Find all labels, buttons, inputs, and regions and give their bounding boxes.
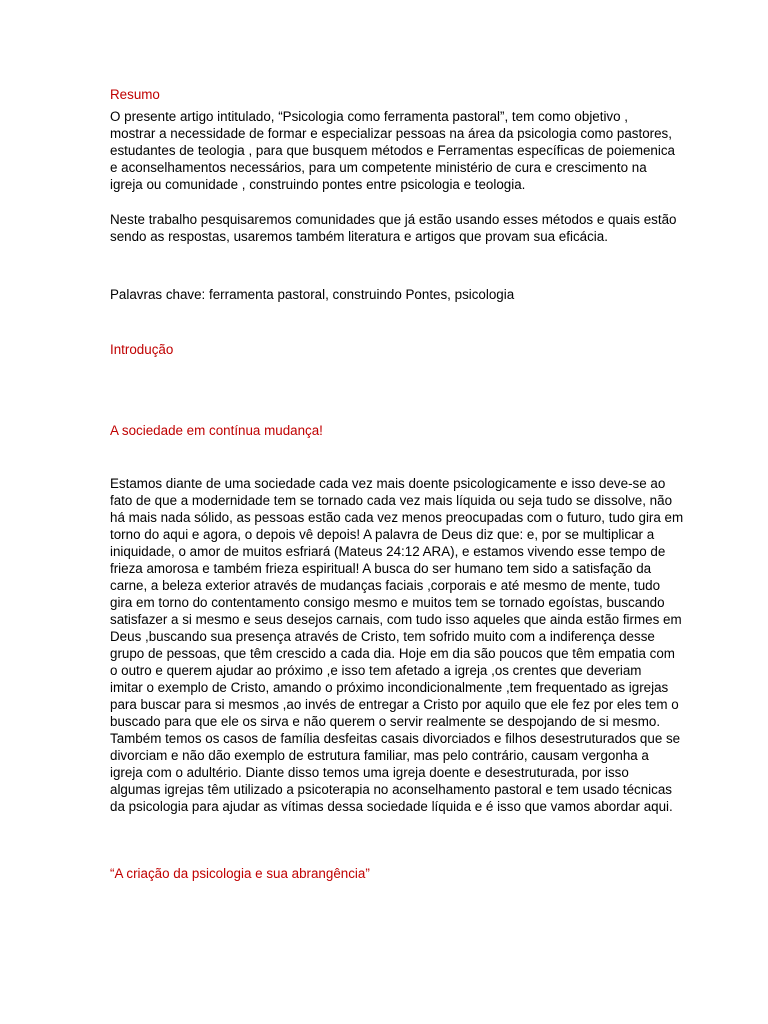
introducao-heading: Introdução: [110, 342, 174, 357]
text-line: há mais nada sólido, as pessoas estão cada vez menos preocupadas com o futuro, tudo gira em: [110, 510, 684, 525]
text-line: torno do aqui e agora, o depois vê depois! A palavra de Deus diz que: e, por se multiplicar a: [110, 527, 655, 542]
text-line: Também temos os casos de família desfeitas casais divorciados e filhos desestruturados que se: [110, 731, 681, 746]
resumo-paragraph-2: [110, 211, 677, 245]
text-line: frieza amorosa e também frieza espiritual! A busca do ser humano tem sido a satisfação da: [110, 561, 652, 576]
keywords-line: Palavras chave: ferramenta pastoral, construindo Pontes, psicologia: [110, 287, 515, 302]
text-line: Neste trabalho pesquisaremos comunidades que já estão usando esses métodos e quais estão: [110, 212, 677, 227]
text-line: igreja com o adultério. Diante disso temos uma igreja doente e desestruturada, por isso: [110, 765, 629, 780]
text-line: fato de que a modernidade tem se tornado cada vez mais líquida ou seja tudo se dissolve, não: [110, 493, 673, 508]
text-line: O presente artigo intitulado, “Psicologia como ferramenta pastoral”, tem como objetivo ,: [110, 109, 629, 124]
text-line: gira em torno do contentamento consigo mesmo e muitos tem se tornado egoístas, buscando: [110, 595, 665, 610]
text-line: da psicologia para ajudar as vítimas dessa sociedade líquida e é isso que vamos abordar aqui.: [110, 799, 673, 814]
text-line: Deus ,buscando sua presença através de Cristo, tem sofrido muito com a indiferença desse: [110, 629, 655, 644]
text-line: iniquidade, o amor de muitos esfriará (Mateus 24:12 ARA), e estamos vivendo esse tempo de: [110, 544, 666, 559]
text-line: igreja ou comunidade , construindo pontes entre psicologia e teologia.: [110, 177, 526, 192]
text-line: satisfazer a si mesmo e seus desejos carnais, com tudo isso aqueles que ainda estão firmes em: [110, 612, 682, 627]
text-line: e aconselhamentos necessários, para um competente ministério de cura e crescimento na: [110, 160, 647, 175]
text-line: algumas igrejas têm utilizado a psicoterapia no aconselhamento pastoral e tem usado técnicas: [110, 782, 672, 797]
sociedade-paragraph: [110, 475, 684, 815]
resumo-heading: Resumo: [110, 87, 160, 102]
text-line: o outro e querem ajudar ao próximo ,e isso tem afetado a igreja ,os crentes que deveriam: [110, 663, 642, 678]
sociedade-heading: A sociedade em contínua mudança!: [110, 423, 323, 438]
text-line: carne, a beleza exterior através de mudanças faciais ,corporais e até mesmo de mente, tudo: [110, 578, 661, 593]
text-line: imitar o exemplo de Cristo, amando o próximo incondicionalmente ,tem frequentado as igrejas: [110, 680, 669, 695]
text-line: grupo de pessoas, que têm crescido a cada dia. Hoje em dia são poucos que têm empatia com: [110, 646, 675, 661]
text-line: para buscar para si mesmos ,ao invés de entregar a Cristo por aquilo que ele fez por eles tem o: [110, 697, 679, 712]
text-line: estudantes de teologia , para que busquem métodos e Ferramentas específicas de poiemenica: [110, 143, 675, 158]
resumo-paragraph-1: [110, 108, 675, 193]
text-line: Estamos diante de uma sociedade cada vez mais doente psicologicamente e isso deve-se ao: [110, 476, 666, 491]
text-line: buscado para que ele os sirva e não querem o servir realmente se despojando de si mesmo.: [110, 714, 661, 729]
criacao-heading: “A criação da psicologia e sua abrangência”: [110, 866, 370, 881]
text-line: mostrar a necessidade de formar e especializar pessoas na área da psicologia como pastores,: [110, 126, 672, 141]
text-line: divorciam e não dão exemplo de estrutura familiar, mas pelo contrário, causam vergonha a: [110, 748, 649, 763]
text-line: sendo as respostas, usaremos também literatura e artigos que provam sua eficácia.: [110, 229, 608, 244]
